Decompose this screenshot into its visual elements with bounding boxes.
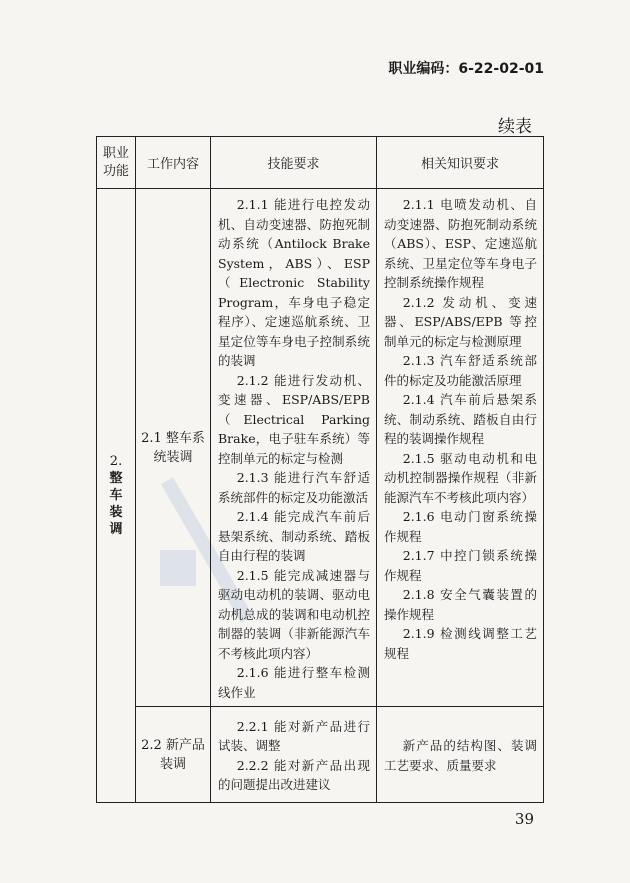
work-content-cell: 2.2 新产品装调 (136, 707, 211, 803)
knowledge-item: 新产品的结构图、装调工艺要求、质量要求 (384, 738, 537, 773)
skill-requirements-table (96, 136, 544, 803)
knowledge-item: 2.1.3 汽车舒适系统部件的标定及功能激活原理 (384, 353, 537, 388)
skill-item: 2.1.4 能完成汽车前后悬架系统、制动系统、踏板自由行程的装调 (218, 509, 370, 563)
page-number: 39 (514, 810, 534, 828)
function-cell (97, 189, 136, 803)
function-char: 整 (109, 471, 123, 486)
skill-item: 2.1.3 能进行汽车舒适系统部件的标定及功能激活 (218, 470, 370, 505)
occupation-code: 职业编码：6-22-02-01 (388, 61, 544, 77)
knowledge-item: 2.1.2 发动机、变速器、ESP/ABS/EPB 等控制单元的标定与检测原理 (384, 294, 537, 349)
function-number: 2. (109, 454, 123, 469)
header-skills: 技能要求 (211, 137, 377, 189)
knowledge-item: 2.1.9 检测线调整工艺规程 (384, 626, 537, 661)
knowledge-item: 2.1.4 汽车前后悬架系统、制动系统、踏板自由行程的装调操作规程 (384, 392, 537, 446)
knowledge-cell (377, 189, 544, 707)
skill-item: 2.1.1 能进行电控发动机、自动变速器、防抱死制动系统（Antilock Brake System，ABS）、ESP（Electronic Stability Program，车身电子稳定程序）、定速巡航系统、卫星定位等车身电子控制系统的装调 (218, 197, 370, 368)
skill-item: 2.1.5 能完成减速器与驱动电动机的装调、驱动电动机总成的装调和电动机控制器的装调（非新能源汽车不考核此项内容） (218, 567, 370, 661)
skill-item: 2.1.6 能进行整车检测线作业 (218, 665, 370, 700)
knowledge-item: 2.1.1 电喷发动机、自动变速器、防抱死制动系统（ABS）、ESP、定速巡航系统、卫星定位等车身电子控制系统操作规程 (384, 197, 537, 290)
continued-label: 续表 (498, 117, 532, 137)
knowledge-item: 2.1.7 中控门锁系统操作规程 (384, 548, 537, 583)
table-row (97, 189, 544, 707)
header-function: 职业功能 (97, 137, 136, 189)
table-row (97, 707, 544, 803)
function-char: 车 (109, 488, 123, 503)
knowledge-cell (377, 707, 544, 803)
knowledge-item: 2.1.8 安全气囊装置的操作规程 (384, 587, 537, 622)
skill-item: 2.2.2 能对新产品出现的问题提出改进建议 (218, 757, 370, 792)
skills-cell (211, 707, 377, 803)
header-knowledge: 相关知识要求 (377, 137, 544, 189)
work-content-cell: 2.1 整车系统装调 (136, 189, 211, 707)
skill-item: 2.1.2 能进行发动机、变速器、ESP/ABS/EPB（Electrical Parking Brake，电子驻车系统）等控制单元的标定与检测 (218, 372, 370, 466)
function-char: 调 (109, 522, 123, 537)
table-header-row (97, 137, 544, 189)
skills-cell (211, 189, 377, 707)
skill-item: 2.2.1 能对新产品进行试装、调整 (218, 718, 370, 753)
knowledge-item: 2.1.6 电动门窗系统操作规程 (384, 509, 537, 544)
header-work: 工作内容 (136, 137, 211, 189)
function-char: 装 (109, 505, 123, 520)
knowledge-item: 2.1.5 驱动电动机和电动机控制器操作规程（非新能源汽车不考核此项内容） (384, 450, 537, 505)
